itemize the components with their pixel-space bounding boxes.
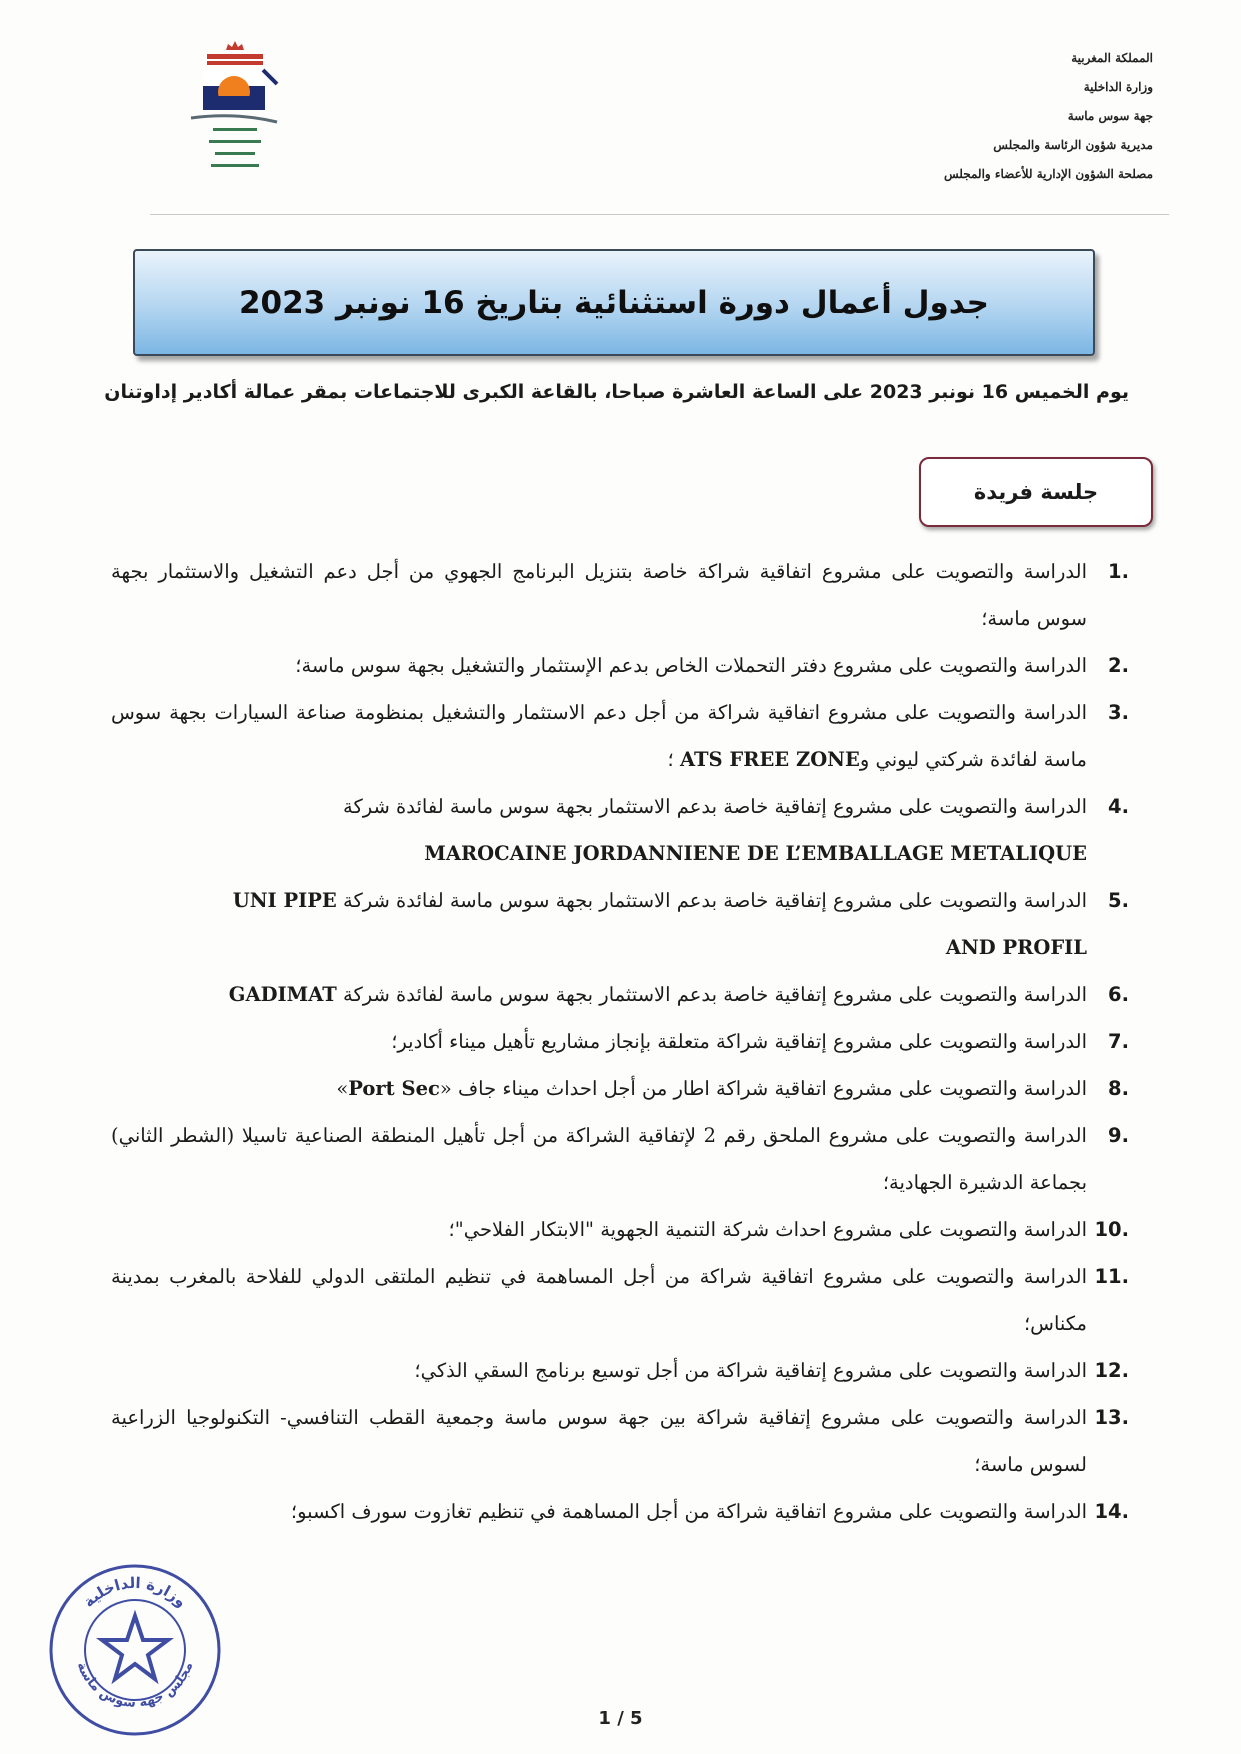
agenda-item	[111, 1394, 1129, 1488]
header-line-ministry: وزارة الداخلية	[1083, 80, 1153, 94]
session-label: جلسة فريدة	[973, 480, 1099, 504]
agenda-item	[111, 971, 1129, 1018]
agenda-item	[111, 1347, 1129, 1394]
svg-text:مجلس جهة سوس ماسة	[74, 1660, 197, 1711]
agenda-item-text: الدراسة والتصويت على مشروع اتفاقية شراكة من أجل المساهمة في تنظيم الملتقى الدولي للفلاحة بالمغرب بمدينة مكناس؛	[111, 1265, 1087, 1335]
agenda-item-text: الدراسة والتصويت على مشروع دفتر التحملات الخاص بدعم الإستثمار والتشغيل بجهة سوس ماسة؛	[295, 654, 1087, 677]
agenda-item-text: الدراسة والتصويت على مشروع إتفاقية خاصة بدعم الاستثمار بجهة سوس ماسة لفائدة شركة	[342, 889, 1087, 912]
stamp-text-bottom: مجلس جهة سوس ماسة	[73, 1660, 197, 1711]
administrative-header	[813, 44, 1153, 189]
agenda-item-number: 11.	[1094, 1265, 1129, 1288]
agenda-item-company: UNI PIPE	[232, 889, 337, 912]
agenda-item-text: الدراسة والتصويت على مشروع احداث شركة التنمية الجهوية "الابتكار الفلاحي"؛	[448, 1218, 1087, 1241]
agenda-item-company: Port Sec	[348, 1077, 440, 1100]
agenda-item-text: الدراسة والتصويت على مشروع اتفاقية شراكة خاصة بتنزيل البرنامج الجهوي من أجل دعم التشغيل والاستثمار بجهة سوس ماسة؛	[111, 560, 1087, 630]
agenda-item	[111, 783, 1129, 877]
agenda-item	[111, 548, 1129, 642]
agenda-item-number: 1.	[1108, 560, 1129, 583]
agenda-item-text: الدراسة والتصويت على مشروع إتفاقية خاصة بدعم الاستثمار بجهة سوس ماسة لفائدة شركة	[342, 983, 1087, 1006]
agenda-item-number: 4.	[1108, 795, 1129, 818]
agenda-item-suffix: ؛	[667, 748, 680, 771]
agenda-item-number: 6.	[1108, 983, 1129, 1006]
document-title: جدول أعمال دورة استثنائية بتاريخ 16 نونبر 2023	[238, 284, 990, 321]
stamp-text-top: وزارة الداخلية	[79, 1573, 191, 1611]
agenda-item	[111, 1488, 1129, 1535]
agenda-item-text: الدراسة والتصويت على مشروع الملحق رقم 2 لإتفاقية الشراكة من أجل تأهيل المنطقة الصناعية تاسيلا (الشطر الثاني) بجماعة الدشيرة الجهادية؛	[111, 1124, 1087, 1194]
agenda-item-text: الدراسة والتصويت على مشروع اتفاقية شراكة اطار من أجل احداث ميناء جاف «	[439, 1077, 1087, 1100]
page-number: 1 / 5	[598, 1708, 643, 1729]
agenda-item-text: الدراسة والتصويت على مشروع إتفاقية خاصة بدعم الاستثمار بجهة سوس ماسة لفائدة شركة	[342, 795, 1087, 818]
agenda-list	[111, 548, 1129, 1535]
session-label-box	[919, 457, 1153, 527]
agenda-item-number: 2.	[1108, 654, 1129, 677]
agenda-item	[111, 1206, 1129, 1253]
star-icon	[102, 1616, 168, 1679]
header-line-region: جهة سوس ماسة	[1067, 109, 1153, 123]
agenda-item	[111, 689, 1129, 783]
agenda-item-number: 12.	[1094, 1359, 1129, 1382]
crown-icon	[226, 41, 244, 50]
region-logo	[185, 40, 285, 180]
agenda-item-suffix: »	[336, 1077, 349, 1100]
agenda-item-number: 9.	[1108, 1124, 1129, 1147]
svg-text:وزارة الداخلية	[80, 1574, 191, 1611]
agenda-item-company-continued: AND PROFIL	[945, 936, 1087, 959]
header-divider	[150, 214, 1169, 215]
agenda-item-number: 7.	[1108, 1030, 1129, 1053]
agenda-item-number: 14.	[1094, 1500, 1129, 1523]
agenda-item	[111, 1112, 1129, 1206]
agenda-item-text: الدراسة والتصويت على مشروع اتفاقية شراكة من أجل المساهمة في تنظيم تغازوت سورف اكسبو؛	[290, 1500, 1087, 1523]
agenda-item-text: الدراسة والتصويت على مشروع إتفاقية شراكة من أجل توسيع برنامج السقي الذكي؛	[414, 1359, 1087, 1382]
header-line-directorate: مديرية شؤون الرئاسة والمجلس	[993, 138, 1153, 152]
agenda-item	[111, 642, 1129, 689]
agenda-item-company: MAROCAINE JORDANNIENE DE L’EMBALLAGE METALIQUE	[424, 842, 1087, 865]
agenda-item	[111, 1065, 1129, 1112]
agenda-item-number: 13.	[1094, 1406, 1129, 1429]
header-line-kingdom: المملكة المغربية	[1071, 51, 1153, 65]
agenda-item-text: الدراسة والتصويت على مشروع اتفاقية شراكة من أجل دعم الاستثمار والتشغيل بمنظومة صناعة السيارات بجهة سوس ماسة لفائدة شركتي ليوني و	[111, 701, 1087, 771]
agenda-item	[111, 1018, 1129, 1065]
agenda-item	[111, 877, 1129, 971]
agenda-item-company: ATS FREE ZONE	[679, 748, 860, 771]
agenda-item-number: 3.	[1108, 701, 1129, 724]
agenda-item-number: 5.	[1108, 889, 1129, 912]
agenda-item	[111, 1253, 1129, 1347]
header-line-service: مصلحة الشؤون الإدارية للأعضاء والمجلس	[943, 167, 1153, 181]
agenda-item-number: 8.	[1108, 1077, 1129, 1100]
agenda-item-number: 10.	[1094, 1218, 1129, 1241]
agenda-item-company: GADIMAT	[228, 983, 337, 1006]
document-title-box	[133, 249, 1095, 356]
agenda-item-text: الدراسة والتصويت على مشروع إتفاقية شراكة متعلقة بإنجاز مشاريع تأهيل ميناء أكادير؛	[391, 1030, 1087, 1053]
agenda-item-text: الدراسة والتصويت على مشروع إتفاقية شراكة بين جهة سوس ماسة وجمعية القطب التنافسي- التكنولوجيا الزراعية لسوس ماسة؛	[111, 1406, 1087, 1476]
meeting-info: يوم الخميس 16 نونبر 2023 على الساعة العاشرة صباحا، بالقاعة الكبرى للاجتماعات بمقر عمالة أكادير إداوتنان	[104, 381, 1129, 403]
